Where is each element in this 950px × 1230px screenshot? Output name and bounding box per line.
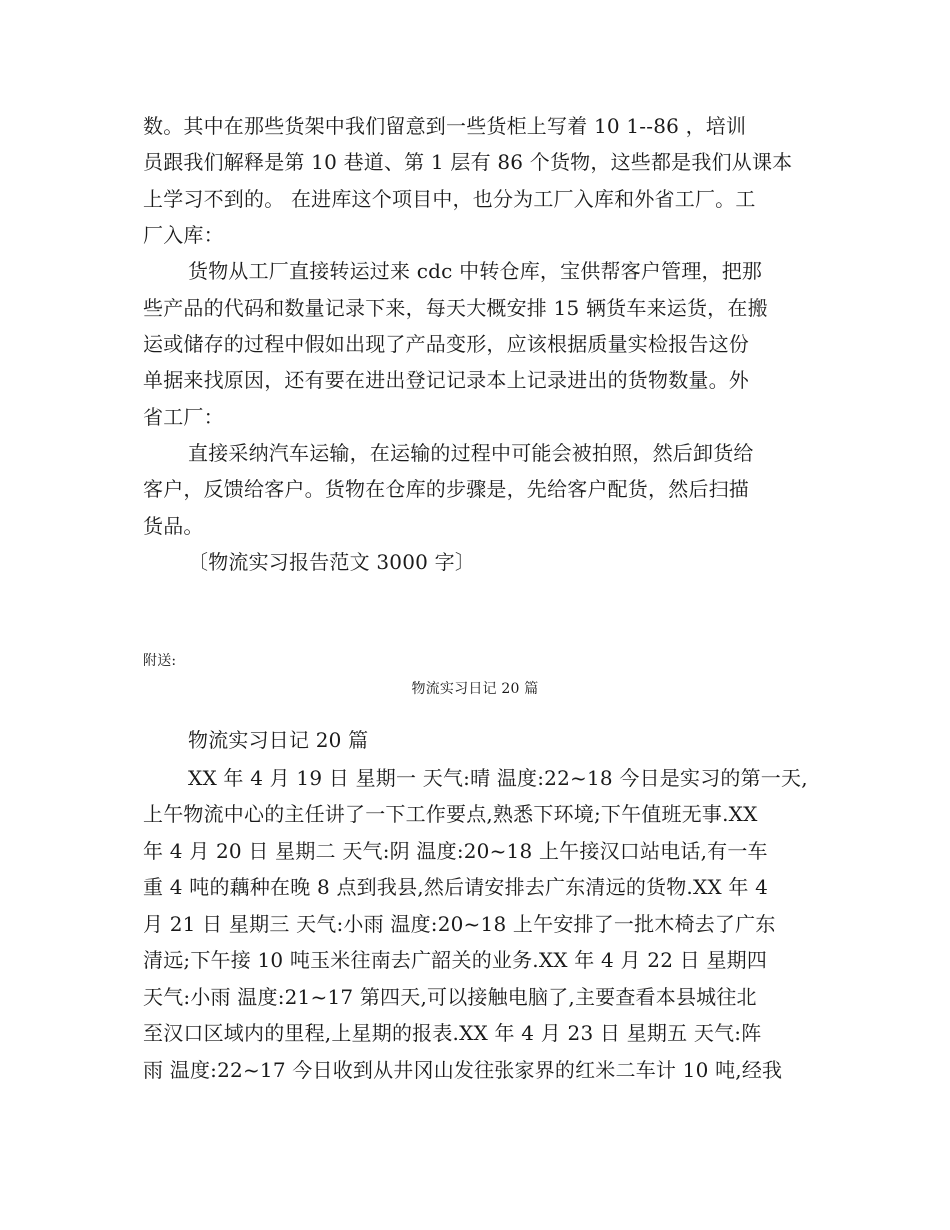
diary-line: 上午物流中心的主任讲了一下工作要点,熟悉下环境;下午值班无事.XX: [143, 802, 758, 826]
diary-line: 雨 温度:22~17 今日收到从井冈山发往张家界的红米二车计 10 吨,经我: [143, 1058, 783, 1082]
diary-line: XX 年 4 月 19 日 星期一 天气:晴 温度:22~18 今日是实习的第一天,: [188, 766, 808, 790]
paragraph-line: 运或储存的过程中假如出现了产品变形，应该根据质量实检报告这份: [143, 332, 749, 356]
diary-line: 天气:小雨 温度:21~17 第四天,可以接触电脑了,主要查看本县城往北: [143, 985, 757, 1009]
diary-line: 月 21 日 星期三 天气:小雨 温度:20~18 上午安排了一批木椅去了广东: [143, 912, 776, 936]
source-note: 〔物流实习报告范文 3000 字〕: [188, 550, 476, 574]
paragraph-line: 省工厂：: [143, 405, 224, 429]
diary-line: 年 4 月 20 日 星期二 天气:阴 温度:20~18 上午接汉口站电话,有一车: [143, 839, 768, 863]
paragraph-line: 数。其中在那些货架中我们留意到一些货柜上写着 10 1--86 ，培训: [143, 114, 747, 138]
paragraph-line: 客户，反馈给客户。货物在仓库的步骤是，先给客户配货，然后扫描: [143, 477, 749, 501]
paragraph-line: 厂入库：: [143, 223, 224, 247]
diary-line: 清远;下午接 10 吨玉米往南去广韶关的业务.XX 年 4 月 22 日 星期四: [143, 948, 768, 972]
diary-line: 至汉口区域内的里程,上星期的报表.XX 年 4 月 23 日 星期五 天气:阵: [143, 1021, 762, 1045]
paragraph-line: 货物从工厂直接转运过来 cdc 中转仓库，宝供帮客户管理，把那: [188, 259, 763, 283]
section-heading: 物流实习日记 20 篇: [188, 728, 369, 752]
appendix-label: 附送:: [143, 653, 177, 669]
paragraph-line: 员跟我们解释是第 10 巷道、第 1 层有 86 个货物，这些都是我们从课本: [143, 150, 793, 174]
paragraph-line: 上学习不到的。 在进库这个项目中，也分为工厂入库和外省工厂。工: [143, 187, 756, 211]
paragraph-line: 单据来找原因，还有要在进出登记记录本上记录进出的货物数量。外: [143, 368, 749, 392]
paragraph-line: 直接采纳汽车运输，在运输的过程中可能会被拍照，然后卸货给: [188, 441, 754, 465]
section-title: 物流实习日记 20 篇: [411, 681, 539, 697]
paragraph-line: 货品。: [143, 514, 204, 538]
paragraph-line: 些产品的代码和数量记录下来，每天大概安排 15 辆货车来运货，在搬: [143, 296, 768, 320]
diary-line: 重 4 吨的藕种在晚 8 点到我县,然后请安排去广东清远的货物.XX 年 4: [143, 875, 769, 899]
